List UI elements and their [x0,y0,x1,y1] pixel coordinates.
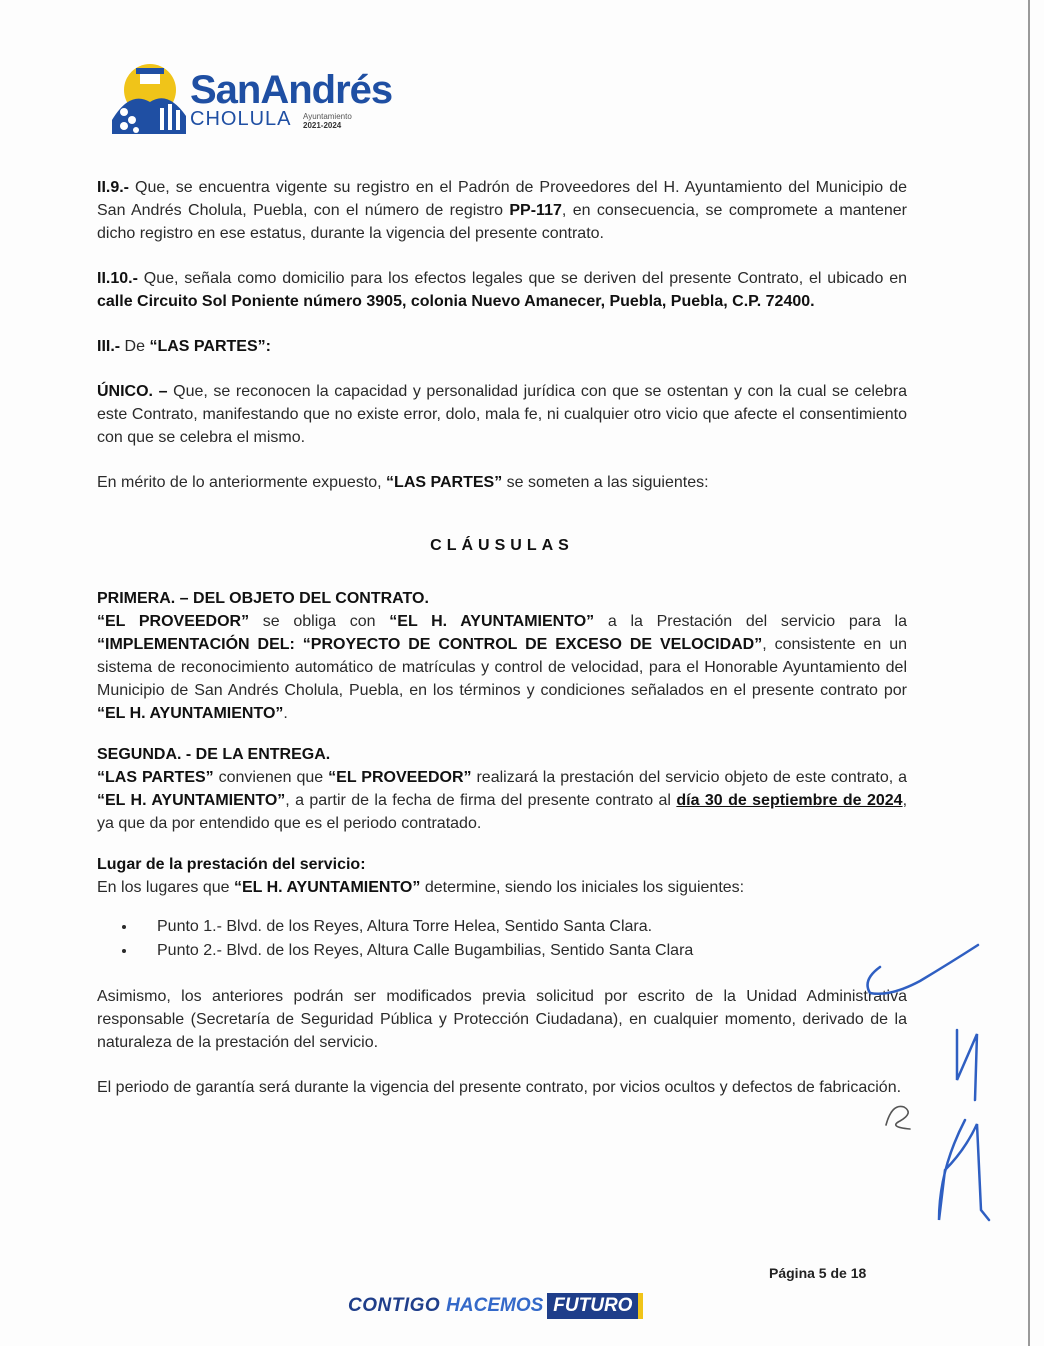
ayuntamiento-label: “EL H. AYUNTAMIENTO” [233,879,421,896]
clause-text: , ya que da por entendido que es el periodo contratado. [97,792,908,832]
ayuntamiento-label: “EL H. AYUNTAMIENTO” [389,613,595,630]
clause-text: , consistente en un sistema de reconocimiento automático de matrículas y control de velocidad, para el Honorable Ayuntamiento del Municipio de San Andrés Cholula, Puebla, en los términos y condiciones señalados en el presente contrato por [97,636,908,699]
logo-ayuntamiento-label: Ayuntamiento [303,112,352,121]
logo-administration-years [303,112,352,130]
project-name: “IMPLEMENTACIÓN DEL: “PROYECTO DE CONTROL DE EXCESO DE VELOCIDAD” [97,636,763,653]
handwritten-scribble [880,1095,920,1135]
paragraph-lead: ÚNICO. – [97,383,168,400]
paragraph-text: Que, se encuentra vigente su registro en el Padrón de Proveedores del H. Ayuntamiento del Municipio de San Andrés Cholula, Puebla, con el número de registro [97,179,907,219]
page-number: Página 5 de 18 [769,1265,867,1281]
clause-text: , a partir de la fecha de firma del presente contrato al [285,792,677,809]
clausulas-title: CLÁUSULAS [430,537,574,554]
paragraph-text: , en consecuencia, se compromete a mantener dicho registro en ese estatus, durante la vigencia del presente contrato. [97,202,908,242]
handwritten-initial-mark [850,935,990,1005]
footer-slogan-part-2: HACEMOS [446,1295,544,1316]
footer-slogan-part-3: FUTURO [547,1293,643,1319]
list-item: • Punto 2.- Blvd. de los Reyes, Altura Calle Bugambilias, Sentido Santa Clara [137,939,907,962]
delivery-date: día 30 de septiembre de 2024 [676,792,903,809]
page-edge [1028,0,1030,1346]
clause-text: determine, siendo los iniciales los siguientes: [420,879,745,896]
clause-text: En los lugares que [97,879,234,896]
parties-label: “LAS PARTES” [386,474,503,491]
document-body [97,176,907,1099]
paragraph-ii-9 [97,176,907,245]
ayuntamiento-label: “EL H. AYUNTAMIENTO” [97,705,284,722]
san-andres-logo [110,60,410,138]
legal-address: calle Circuito Sol Poniente número 3905, colonia Nuevo Amanecer, Puebla, Puebla, C.P. 72400. [97,293,815,310]
clause-text: se obliga con [249,613,390,630]
list-item: • Punto 1.- Blvd. de los Reyes, Altura Torre Helea, Sentido Santa Clara. [137,915,907,938]
paragraph-text: Que, señala como domicilio para los efectos legales que se deriven del presente Contrato, el ubicado en [137,270,907,287]
clause-text: a la Prestación del servicio para la [594,613,908,630]
paragraph-lead: III.- [97,338,121,355]
clause-primera-heading: PRIMERA. – DEL OBJETO DEL CONTRATO. [97,590,429,607]
paragraph-iii [97,335,907,358]
logo-wordmark-cholula: CHOLULA [190,108,292,130]
paragraph-ii-10 [97,267,907,313]
logo-emblem-icon [110,60,188,138]
footer-slogan-part-1: CONTIGO [348,1295,441,1316]
logo-years-label: 2021-2024 [303,121,342,130]
service-location-list [97,915,907,962]
clause-segunda-heading: SEGUNDA. - DE LA ENTREGA. [97,746,331,763]
parties-label: “LAS PARTES”: [149,338,271,355]
service-location-intro [97,876,907,899]
paragraph-garantia: El periodo de garantía será durante la vigencia del presente contrato, por vicios ocultos y defectos de fabricación. [97,1079,902,1096]
paragraph-text: Que, se reconocen la capacidad y personalidad jurídica con que se ostentan y con la cual se celebra este Contrato, manifestando que no existe error, dolo, mala fe, ni cualquier otro vicio que afecte el consentimiento con que se celebra el mismo. [97,383,908,446]
paragraph-merito [97,471,907,494]
paragraph-text: se someten a las siguientes: [502,474,709,491]
paragraph-unico [97,380,907,449]
clause-primera-body [97,610,907,725]
proveedor-label: “EL PROVEEDOR” [328,769,472,786]
paragraph-asimismo: Asimismo, los anteriores podrán ser modificados previa solicitud por escrito de la Unidad Administrativa responsable (Secretaría de Seguridad Pública y Protección Ciudadana), en cualquier momento, derivado de la naturaleza de la prestación del servicio. [97,988,907,1051]
registry-number: PP-117 [509,202,562,219]
parties-label: “LAS PARTES” [97,769,214,786]
paragraph-lead: II.9.- [97,179,130,196]
paragraph-text: En mérito de lo anteriormente expuesto, [97,474,387,491]
paragraph-text: De [120,338,150,355]
clause-segunda-body [97,766,907,835]
service-location-heading: Lugar de la prestación del servicio: [97,856,366,873]
handwritten-signature [925,1020,1005,1240]
ayuntamiento-label: “EL H. AYUNTAMIENTO” [97,792,286,809]
clause-text: convienen que [213,769,329,786]
clause-text: . [283,705,288,722]
proveedor-label: “EL PROVEEDOR” [97,613,250,630]
clause-text: realizará la prestación del servicio objeto de este contrato, a [471,769,908,786]
paragraph-lead: II.10.- [97,270,138,287]
logo-wordmark-san-andres: SanAndrés [190,68,393,112]
footer-slogan [348,1293,643,1319]
